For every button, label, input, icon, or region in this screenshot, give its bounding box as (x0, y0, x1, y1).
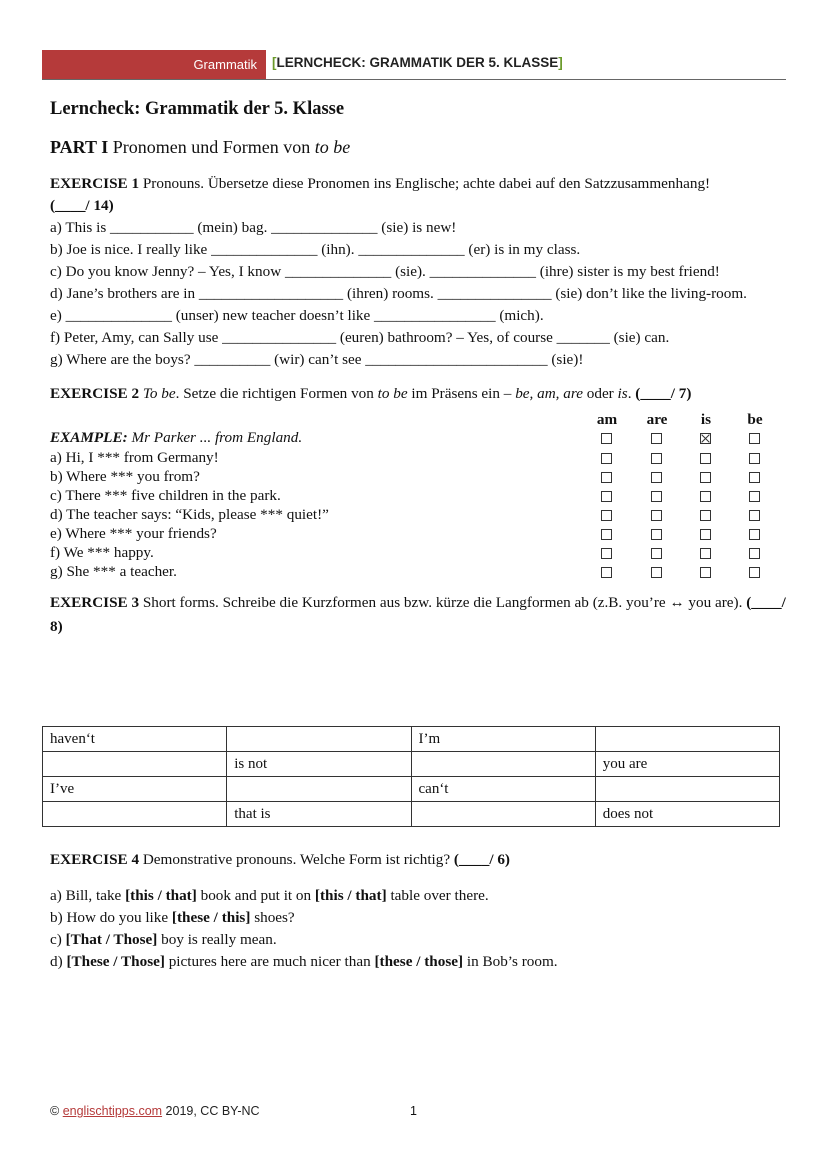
answer-checkbox[interactable] (601, 510, 612, 521)
exercise-2-instr-h: . (627, 385, 632, 402)
exercise-2-instr-e: be, am, are (515, 385, 583, 402)
exercise-1-instruction: Pronouns. Übersetze diese Pronomen ins Englische; achte dabei auf den Satzzusammenhang! (142, 175, 711, 192)
answer-checkbox[interactable] (749, 548, 760, 559)
answer-checkbox[interactable] (749, 567, 760, 578)
table-cell[interactable] (411, 752, 595, 777)
exercise-2-heading (50, 383, 790, 405)
exercise-1-item-b: b) Joe is nice. I really like ______________ (ihn). ______________ (er) is in my class. (50, 241, 581, 258)
choice-this-that-1[interactable]: [this / that] (125, 887, 197, 904)
answer-checkbox[interactable] (700, 510, 711, 521)
exercise-2-item-d: d) The teacher says: “Kids, please *** quiet!” (50, 506, 329, 523)
answer-checkbox[interactable] (651, 567, 662, 578)
answer-checkbox[interactable] (700, 472, 711, 483)
column-are: are (646, 411, 668, 428)
column-be: be (747, 411, 763, 428)
table-cell[interactable] (43, 802, 227, 827)
table-cell[interactable] (595, 727, 779, 752)
exercise-4-item-a: a) Bill, take [this / that] book and put it on [this / that] table over there. (50, 887, 489, 904)
answer-checkbox[interactable] (651, 453, 662, 464)
answer-checkbox[interactable] (651, 510, 662, 521)
header-rule (42, 79, 786, 80)
exercise-1-item-c: c) Do you know Jenny? – Yes, I know ______________ (sie). ______________ (ihre) sister is my best friend! (50, 263, 720, 280)
header-section-label: Grammatik (193, 57, 257, 72)
table-cell[interactable]: you are (595, 752, 779, 777)
footer-license: 2019, CC BY-NC (165, 1104, 260, 1118)
answer-checkbox[interactable] (601, 453, 612, 464)
choice-that-those[interactable]: [That / Those] (65, 931, 158, 948)
part-italic: to be (314, 137, 351, 157)
exercise-1-label: EXERCISE 1 (50, 175, 140, 192)
exercise-4-label: EXERCISE 4 (50, 851, 140, 868)
exercise-3-score: (____/ 8) (50, 594, 786, 635)
footer (50, 1104, 260, 1118)
table-cell[interactable] (411, 802, 595, 827)
exercise-2-item-c: c) There *** five children in the park. (50, 487, 281, 504)
table-cell[interactable]: is not (227, 752, 411, 777)
exercise-2-item-e: e) Where *** your friends? (50, 525, 217, 542)
header-title (272, 55, 563, 70)
exercise-3-label: EXERCISE 3 (50, 594, 140, 611)
example-checkbox (749, 433, 760, 444)
answer-checkbox[interactable] (651, 548, 662, 559)
table-cell[interactable]: can‘t (411, 777, 595, 802)
exercise-2-label: EXERCISE 2 (50, 385, 140, 402)
footer-link[interactable]: englischtipps.com (62, 1104, 163, 1118)
exercise-2-example (50, 429, 302, 447)
exercise-1-item-a: a) This is ___________ (mein) bag. ______________ (sie) is new! (50, 219, 457, 236)
header-title-text: LERNCHECK: GRAMMATIK DER 5. KLASSE (276, 55, 559, 70)
exercise-2-instr-f: oder (586, 385, 614, 402)
exercise-3-heading (50, 591, 790, 639)
choice-this-that-2[interactable]: [this / that] (314, 887, 387, 904)
exercise-2-item-f: f) We *** happy. (50, 544, 154, 561)
answer-checkbox[interactable] (749, 510, 760, 521)
answer-checkbox[interactable] (700, 453, 711, 464)
answer-checkbox[interactable] (601, 529, 612, 540)
example-checkbox (601, 433, 612, 444)
exercise-2-instr-g: is (617, 385, 628, 402)
answer-checkbox[interactable] (651, 491, 662, 502)
table-cell[interactable] (227, 727, 411, 752)
table-cell[interactable]: I’m (411, 727, 595, 752)
exercise-1-item-e: e) ______________ (unser) new teacher doesn’t like ________________ (mich). (50, 307, 544, 324)
part-label: PART I (50, 137, 109, 157)
table-cell[interactable] (43, 752, 227, 777)
choice-these-those-1[interactable]: [These / Those] (66, 953, 165, 970)
table-row (43, 727, 780, 752)
column-am: am (596, 411, 618, 428)
exercise-4 (50, 849, 790, 973)
part-heading (50, 135, 790, 159)
short-forms-table (42, 726, 780, 827)
example-checkbox (700, 433, 711, 444)
answer-checkbox[interactable] (651, 529, 662, 540)
table-cell[interactable] (595, 777, 779, 802)
exercise-3-instruction: Short forms. Schreibe die Kurzformen aus bzw. kürze die Langformen ab (z.B. you’re ↔ you are). (142, 594, 743, 611)
example-label: EXAMPLE: (50, 429, 128, 446)
table-row (43, 802, 780, 827)
column-is: is (700, 411, 712, 428)
main-content (50, 97, 790, 639)
table-row (43, 777, 780, 802)
header-bracket-open: [ (272, 55, 277, 70)
answer-checkbox[interactable] (601, 472, 612, 483)
answer-checkbox[interactable] (651, 472, 662, 483)
exercise-4-instruction: Demonstrative pronouns. Welche Form ist richtig? (142, 851, 451, 868)
answer-checkbox[interactable] (700, 548, 711, 559)
copyright-symbol: © (50, 1104, 60, 1118)
part-text: Pronomen und Formen von (112, 137, 311, 157)
answer-checkbox[interactable] (749, 529, 760, 540)
exercise-2-item-a: a) Hi, I *** from Germany! (50, 449, 219, 466)
exercise-4-score: (____/ 6) (453, 851, 510, 868)
page-number: 1 (410, 1104, 417, 1118)
header-bracket-close: ] (558, 55, 563, 70)
example-checkbox (651, 433, 662, 444)
answer-checkbox[interactable] (749, 472, 760, 483)
exercise-1 (50, 173, 790, 371)
exercise-1-item-f: f) Peter, Amy, can Sally use _______________ (euren) bathroom? – Yes, of course _______ (sie) can. (50, 329, 670, 346)
answer-checkbox[interactable] (749, 453, 760, 464)
example-text: Mr Parker ... from England. (131, 429, 303, 446)
table-row (43, 752, 780, 777)
document-title: Lerncheck: Grammatik der 5. Klasse (50, 99, 345, 119)
table-cell[interactable]: haven‘t (43, 727, 227, 752)
exercise-4-item-b: b) How do you like [these / this] shoes? (50, 909, 295, 926)
table-cell[interactable] (227, 777, 411, 802)
exercise-1-item-g: g) Where are the boys? __________ (wir) can’t see ________________________ (sie)! (50, 351, 584, 368)
exercise-2-item-b: b) Where *** you from? (50, 468, 200, 485)
choice-these-this[interactable]: [these / this] (171, 909, 251, 926)
header-section-band (42, 50, 266, 79)
exercise-2-item-g: g) She *** a teacher. (50, 563, 177, 580)
answer-checkbox[interactable] (749, 491, 760, 502)
table-cell[interactable]: that is (227, 802, 411, 827)
table-cell[interactable]: does not (595, 802, 779, 827)
exercise-2-score: (____/ 7) (635, 385, 692, 402)
table-cell[interactable]: I’ve (43, 777, 227, 802)
exercise-2-grid (50, 411, 790, 585)
exercise-4-item-d: d) [These / Those] pictures here are much nicer than [these / those] in Bob’s room. (50, 953, 558, 970)
exercise-2-instr-a: To be (142, 385, 176, 402)
answer-checkbox[interactable] (601, 491, 612, 502)
answer-checkbox[interactable] (700, 529, 711, 540)
answer-checkbox[interactable] (700, 491, 711, 502)
exercise-2-instr-b: . Setze die richtigen Formen von (175, 385, 374, 402)
exercise-4-item-c: c) [That / Those] boy is really mean. (50, 931, 277, 948)
answer-checkbox[interactable] (601, 548, 612, 559)
answer-checkbox[interactable] (700, 567, 711, 578)
exercise-2-instr-d: im Präsens ein – (411, 385, 512, 402)
choice-these-those-2[interactable]: [these / those] (374, 953, 464, 970)
exercise-2-instr-c: to be (377, 385, 408, 402)
answer-checkbox[interactable] (601, 567, 612, 578)
exercise-1-score: (____/ 14) (50, 197, 114, 214)
exercise-1-item-d: d) Jane’s brothers are in ___________________ (ihren) rooms. _______________ (sie) don’t like the living-room. (50, 285, 747, 302)
